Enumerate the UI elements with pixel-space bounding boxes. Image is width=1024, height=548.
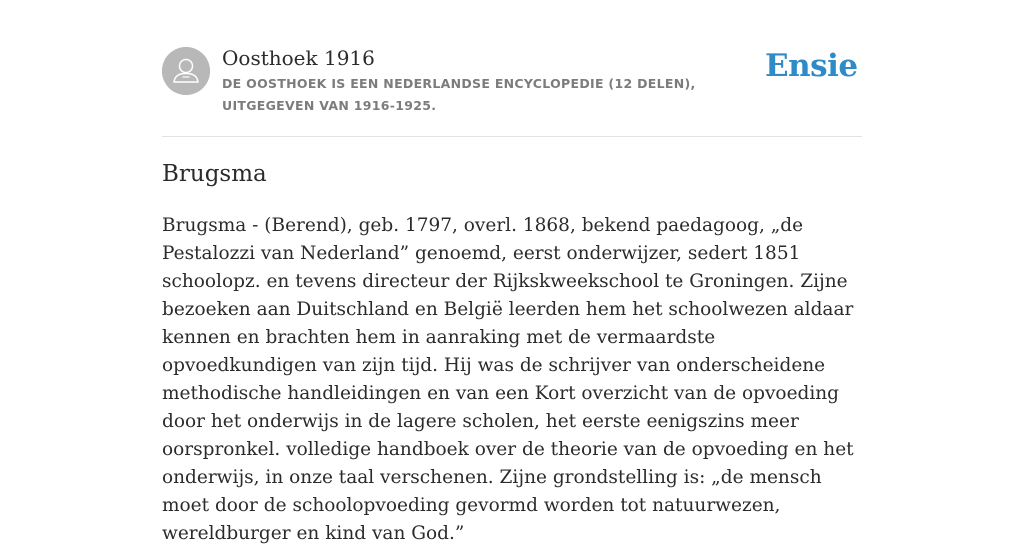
source-title[interactable]: Oosthoek 1916 [222, 46, 375, 70]
source-avatar[interactable] [162, 47, 210, 95]
entry-title: Brugsma [162, 161, 267, 187]
ensie-logo[interactable]: Ensie [765, 48, 858, 84]
entry-body: Brugsma - (Berend), geb. 1797, overl. 1868, bekend paedagoog, „de Pestalozzi van Nederland” genoemd, eerst onderwijzer, sedert 1851 schoolopz. en tevens directeur der Rijkskweekschool te Groningen. Zijne bezoeken aan Duitschland en België leerden hem het schoolwezen aldaar kennen en brachten hem in aanraking met de vermaardste opvoedkundigen van zijn tijd. Hij was de schrijver van onderscheidene methodische handleidingen en van een Kort overzicht van de opvoeding door het onderwijs in de lagere scholen, het eerste eenigszins meer oorspronkel. volledige handboek over de theorie van de opvoeding en het onderwijs, in onze taal verschenen. Zijne grondstelling is: „de mensch moet door de schoolopvoeding gevormd worden tot natuurwezen, wereldburger en kind van God.” [162, 215, 854, 544]
source-header [162, 0, 862, 137]
source-description: DE OOSTHOEK IS EEN NEDERLANDSE ENCYCLOPEDIE (12 DELEN), UITGEGEVEN VAN 1916-1925. [222, 76, 696, 113]
content-column [162, 0, 862, 544]
source-info [222, 44, 757, 117]
user-icon [162, 47, 210, 95]
